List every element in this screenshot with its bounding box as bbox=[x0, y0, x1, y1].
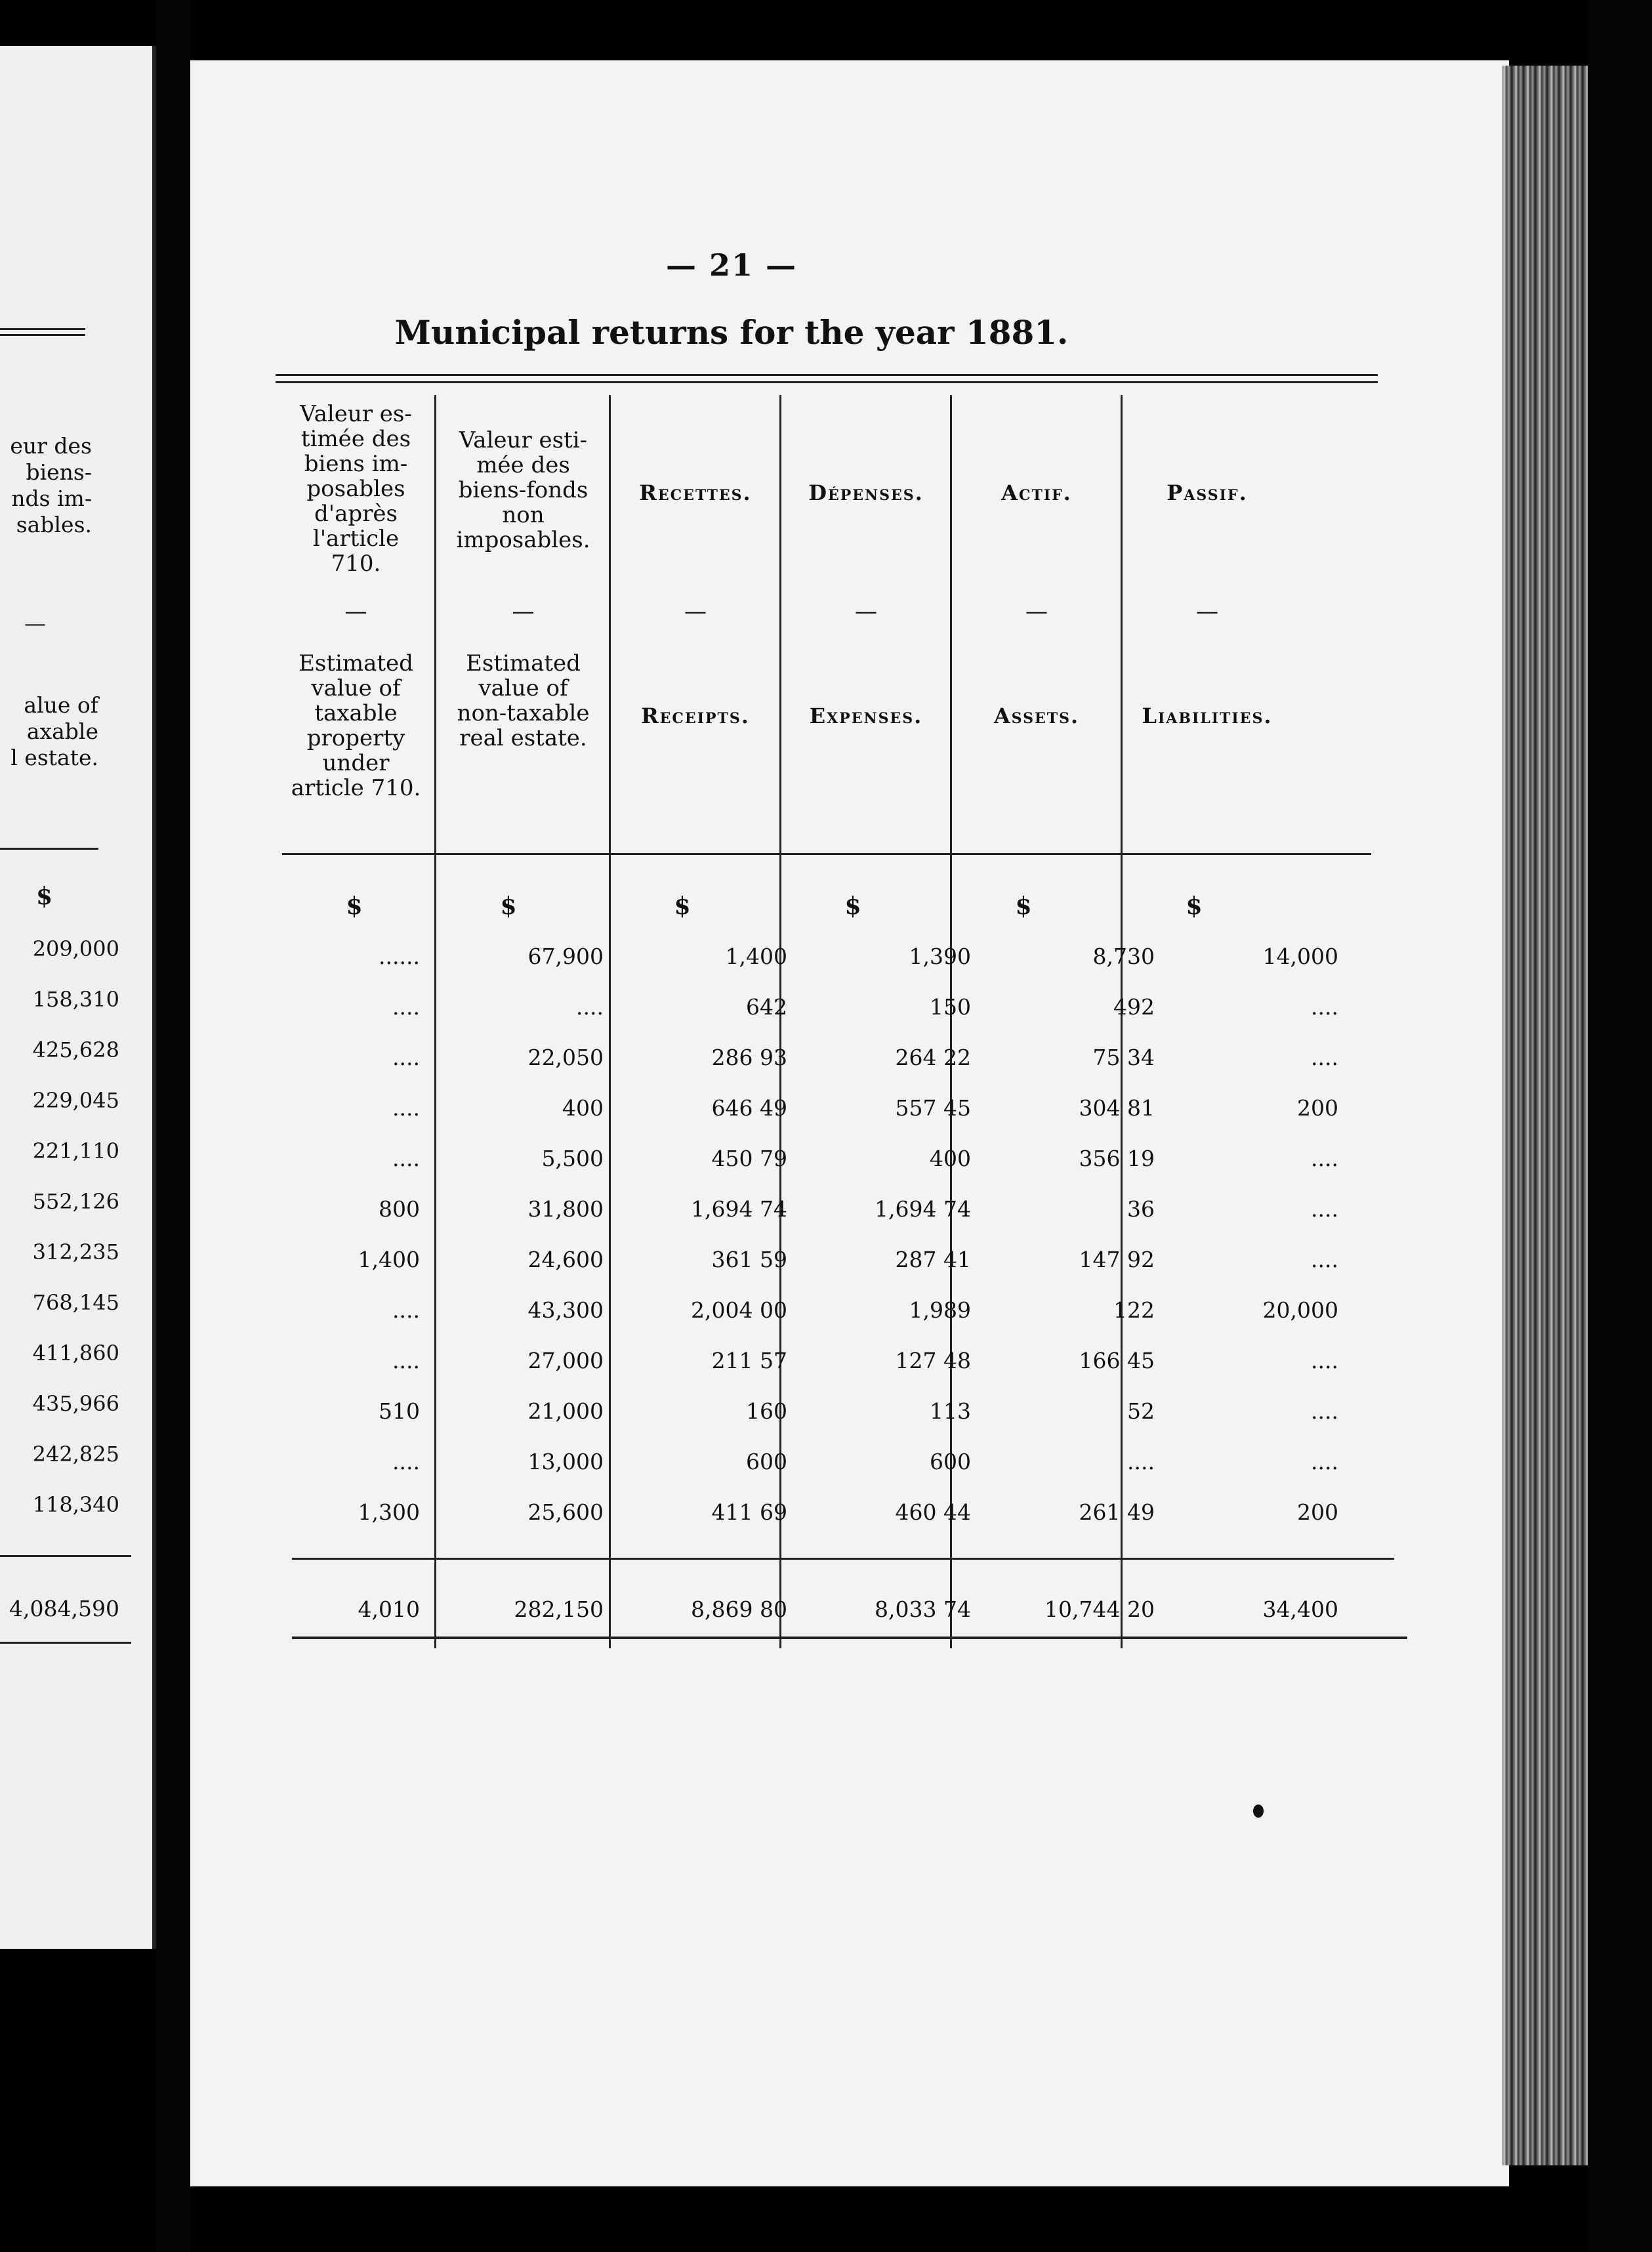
cell-receipts: 286 93 bbox=[711, 1045, 787, 1070]
cell-taxable-value: .... bbox=[392, 1449, 420, 1474]
cell-non-taxable-value: 5,500 bbox=[541, 1146, 604, 1171]
right-dark-border bbox=[1588, 0, 1652, 2252]
ink-speck bbox=[1253, 1804, 1264, 1818]
cell-receipts: 600 bbox=[746, 1449, 787, 1474]
column-header-fr: Recettes. bbox=[639, 480, 752, 505]
cell-receipts: 160 bbox=[746, 1398, 787, 1424]
left-values-column bbox=[8, 924, 119, 1530]
column-header-fr: Actif. bbox=[1001, 480, 1072, 505]
column-header-dash: — bbox=[512, 598, 535, 625]
column-header-dash: — bbox=[344, 598, 367, 625]
left-value: 221,110 bbox=[32, 1138, 119, 1163]
cell-assets: $ bbox=[1015, 892, 1032, 920]
left-header-dash: — bbox=[24, 610, 46, 636]
total-taxable-value: 4,010 bbox=[358, 1596, 420, 1622]
cell-assets: 147 92 bbox=[1079, 1247, 1155, 1272]
cell-expenses: 127 48 bbox=[895, 1348, 971, 1373]
cell-expenses: 287 41 bbox=[895, 1247, 971, 1272]
cell-expenses: 460 44 bbox=[895, 1499, 971, 1525]
column-header-liabilities bbox=[1122, 402, 1292, 801]
column-header-fr: Dépenses. bbox=[808, 480, 924, 505]
left-bottom-rule bbox=[0, 1642, 131, 1644]
column-header-expenses bbox=[781, 402, 951, 801]
table-row bbox=[289, 982, 1417, 1032]
left-value: 229,045 bbox=[32, 1088, 119, 1113]
cell-taxable-value: .... bbox=[392, 1095, 420, 1121]
column-header-non-taxable-value bbox=[436, 402, 610, 801]
table-row bbox=[289, 1386, 1417, 1436]
column-header-receipts bbox=[610, 402, 781, 801]
cell-taxable-value: 510 bbox=[379, 1398, 420, 1424]
column-header-row bbox=[276, 402, 1391, 801]
cell-non-taxable-value: $ bbox=[500, 892, 517, 920]
cell-expenses: 150 bbox=[930, 994, 971, 1020]
left-value: 242,825 bbox=[32, 1442, 119, 1467]
cell-receipts: 2,004 00 bbox=[691, 1297, 787, 1323]
left-sum-rule bbox=[0, 1555, 131, 1557]
page-title: Municipal returns for the year 1881. bbox=[394, 313, 1069, 352]
left-value: 425,628 bbox=[32, 1037, 119, 1062]
column-header-dash: — bbox=[684, 598, 707, 625]
cell-receipts: 211 57 bbox=[711, 1348, 787, 1373]
cell-non-taxable-value: 400 bbox=[562, 1095, 604, 1121]
main-page bbox=[190, 60, 1509, 2186]
cell-assets: 261 49 bbox=[1079, 1499, 1155, 1525]
column-header-assets bbox=[951, 402, 1122, 801]
cell-liabilities: 200 bbox=[1297, 1499, 1338, 1525]
column-header-en: Liabilities. bbox=[1142, 703, 1273, 728]
cell-assets: 122 bbox=[1113, 1297, 1155, 1323]
page-number: — 21 — bbox=[665, 247, 798, 283]
cell-assets: 8,730 bbox=[1092, 944, 1155, 969]
cell-liabilities: $ bbox=[1186, 892, 1203, 920]
table-row bbox=[289, 1032, 1417, 1083]
cell-taxable-value: 800 bbox=[379, 1196, 420, 1222]
cell-non-taxable-value: 13,000 bbox=[527, 1449, 604, 1474]
cell-assets: 36 bbox=[1127, 1196, 1155, 1222]
cell-non-taxable-value: 25,600 bbox=[527, 1499, 604, 1525]
cell-non-taxable-value: 31,800 bbox=[527, 1196, 604, 1222]
column-header-fr: Valeur es- timée des biens im- posables d'après l'article 710. bbox=[300, 401, 412, 577]
left-value: 411,860 bbox=[32, 1341, 119, 1366]
currency-row bbox=[289, 881, 1417, 931]
table-row bbox=[289, 1234, 1417, 1285]
bottom-rule bbox=[292, 1637, 1407, 1639]
returns-table bbox=[289, 881, 1417, 1537]
column-header-taxable-value bbox=[276, 402, 436, 801]
table-row bbox=[289, 1487, 1417, 1537]
left-value: 118,340 bbox=[32, 1492, 119, 1517]
cell-assets: 356 19 bbox=[1079, 1146, 1155, 1171]
column-header-en: Expenses. bbox=[809, 703, 923, 728]
left-mid-rule bbox=[0, 848, 98, 850]
cell-receipts: 1,400 bbox=[725, 944, 787, 969]
cell-liabilities: .... bbox=[1311, 994, 1338, 1020]
cell-expenses: 1,989 bbox=[909, 1297, 971, 1323]
cell-liabilities: .... bbox=[1311, 1398, 1338, 1424]
table-row bbox=[289, 931, 1417, 982]
cell-taxable-value: ...... bbox=[379, 944, 420, 969]
table-row bbox=[289, 1184, 1417, 1234]
column-header-fr: Passif. bbox=[1167, 480, 1248, 505]
cell-receipts: 1,694 74 bbox=[691, 1196, 787, 1222]
table-row bbox=[289, 1285, 1417, 1335]
left-currency: $ bbox=[36, 883, 53, 910]
cell-assets: 166 45 bbox=[1079, 1348, 1155, 1373]
cell-taxable-value: .... bbox=[392, 1045, 420, 1070]
page-edge-texture bbox=[1502, 66, 1588, 2165]
cell-non-taxable-value: .... bbox=[576, 994, 604, 1020]
table-row bbox=[289, 1436, 1417, 1487]
total-liabilities: 34,400 bbox=[1262, 1596, 1338, 1622]
cell-liabilities: .... bbox=[1311, 1196, 1338, 1222]
cell-assets: .... bbox=[1127, 1449, 1155, 1474]
cell-non-taxable-value: 27,000 bbox=[527, 1348, 604, 1373]
cell-liabilities: 200 bbox=[1297, 1095, 1338, 1121]
cell-taxable-value: 1,400 bbox=[358, 1247, 420, 1272]
table-row bbox=[289, 1083, 1417, 1133]
column-header-en: Receipts. bbox=[641, 703, 750, 728]
cell-taxable-value: $ bbox=[346, 892, 363, 920]
cell-liabilities: .... bbox=[1311, 1247, 1338, 1272]
cell-non-taxable-value: 67,900 bbox=[527, 944, 604, 969]
column-header-dash: — bbox=[1196, 598, 1218, 625]
cell-liabilities: .... bbox=[1311, 1348, 1338, 1373]
cell-expenses: 1,390 bbox=[909, 944, 971, 969]
cell-liabilities: .... bbox=[1311, 1449, 1338, 1474]
column-header-en: Estimated value of non-taxable real estate. bbox=[457, 650, 590, 751]
cell-receipts: 642 bbox=[746, 994, 787, 1020]
cell-assets: 492 bbox=[1113, 994, 1155, 1020]
table-row bbox=[289, 1335, 1417, 1386]
cell-expenses: 1,694 74 bbox=[875, 1196, 971, 1222]
left-total: 4,084,590 bbox=[9, 1596, 119, 1621]
cell-non-taxable-value: 43,300 bbox=[527, 1297, 604, 1323]
left-value: 768,145 bbox=[32, 1290, 119, 1315]
table-row bbox=[289, 1133, 1417, 1184]
title-double-rule bbox=[276, 374, 1378, 383]
cell-expenses: $ bbox=[844, 892, 861, 920]
cell-non-taxable-value: 21,000 bbox=[527, 1398, 604, 1424]
left-header-fr: eur des biens- nds im- sables. bbox=[10, 433, 92, 537]
left-header-en: alue of axable l estate. bbox=[10, 692, 98, 770]
cell-taxable-value: .... bbox=[392, 1146, 420, 1171]
cell-liabilities: 20,000 bbox=[1262, 1297, 1338, 1323]
column-header-dash: — bbox=[1025, 598, 1048, 625]
total-non-taxable-value: 282,150 bbox=[514, 1596, 604, 1622]
column-header-dash: — bbox=[855, 598, 877, 625]
cell-expenses: 557 45 bbox=[895, 1095, 971, 1121]
cell-liabilities: .... bbox=[1311, 1146, 1338, 1171]
cell-receipts: 411 69 bbox=[711, 1499, 787, 1525]
sum-rule bbox=[292, 1558, 1394, 1560]
left-value: 158,310 bbox=[32, 987, 119, 1012]
left-value: 552,126 bbox=[32, 1189, 119, 1214]
cell-taxable-value: .... bbox=[392, 994, 420, 1020]
cell-receipts: 450 79 bbox=[711, 1146, 787, 1171]
cell-liabilities: .... bbox=[1311, 1045, 1338, 1070]
column-header-en: Estimated value of taxable property under article 710. bbox=[291, 650, 421, 801]
cell-assets: 52 bbox=[1127, 1398, 1155, 1424]
cell-expenses: 113 bbox=[930, 1398, 971, 1424]
cell-expenses: 600 bbox=[930, 1449, 971, 1474]
totals-row bbox=[289, 1589, 1417, 1629]
total-assets: 10,744 20 bbox=[1044, 1596, 1155, 1622]
cell-taxable-value: .... bbox=[392, 1348, 420, 1373]
total-receipts: 8,869 80 bbox=[691, 1596, 787, 1622]
column-header-fr: Valeur esti- mée des biens-fonds non imposables. bbox=[456, 427, 590, 553]
cell-assets: 75 34 bbox=[1092, 1045, 1155, 1070]
cell-receipts: 361 59 bbox=[711, 1247, 787, 1272]
cell-assets: 304 81 bbox=[1079, 1095, 1155, 1121]
cell-expenses: 264 22 bbox=[895, 1045, 971, 1070]
left-value: 209,000 bbox=[32, 936, 119, 961]
cell-receipts: $ bbox=[674, 892, 691, 920]
total-expenses: 8,033 74 bbox=[875, 1596, 971, 1622]
column-header-en: Assets. bbox=[993, 703, 1080, 728]
left-value: 312,235 bbox=[32, 1240, 119, 1264]
header-rule bbox=[282, 853, 1371, 855]
cell-receipts: 646 49 bbox=[711, 1095, 787, 1121]
left-value: 435,966 bbox=[32, 1391, 119, 1416]
cell-non-taxable-value: 22,050 bbox=[527, 1045, 604, 1070]
cell-non-taxable-value: 24,600 bbox=[527, 1247, 604, 1272]
cell-liabilities: 14,000 bbox=[1262, 944, 1338, 969]
cell-taxable-value: 1,300 bbox=[358, 1499, 420, 1525]
cell-taxable-value: .... bbox=[392, 1297, 420, 1323]
cell-expenses: 400 bbox=[930, 1146, 971, 1171]
